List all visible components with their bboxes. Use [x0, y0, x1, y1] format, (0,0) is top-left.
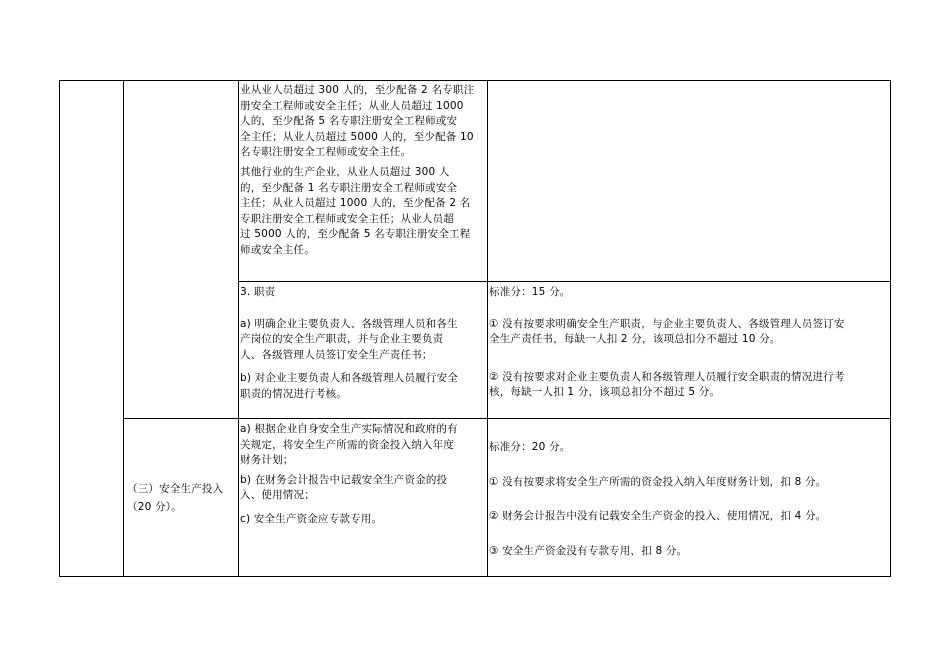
row3-criteria-cell	[240, 422, 458, 528]
table-top-border	[59, 80, 891, 81]
column-divider-3	[487, 80, 488, 577]
row2-item-a-line: 人、各级管理人员签订安全生产责任书；	[240, 348, 433, 361]
row2-rule1-line: ① 没有按要求明确安全生产职责，与企业主要负责人、各级管理人员签订安	[489, 317, 845, 330]
row1-criteria-line: 册安全工程师或安全主任；从业人员超过 1000	[240, 99, 464, 112]
row1-criteria2-line: 过 5000 人的，至少配备 5 名专职注册安全工程	[240, 228, 471, 241]
row2-item-b-line: 职责的情况进行考核。	[240, 387, 347, 400]
row1-criteria2-line: 专职注册安全工程师或安全主任；从业人员超	[240, 212, 454, 225]
row1-criteria2-line: 主任；从业人员超过 1000 人的，至少配备 2 名	[240, 197, 471, 210]
row3-category-line: （20 分）。	[127, 500, 182, 513]
row1-criteria-line: 人的，至少配备 5 名专职注册安全工程师或安	[240, 115, 458, 128]
row1-criteria2-line: 师或安全主任。	[240, 243, 315, 256]
row3-scoring-cell	[489, 440, 826, 559]
row2-item-a-line: a) 明确企业主要负责人、各级管理人员和各生	[240, 317, 458, 330]
row2-rule1-line: 全生产责任书，每缺一人扣 2 分，该项总扣分不超过 10 分。	[489, 333, 781, 346]
row1-criteria2-line: 其他行业的生产企业，从业人员超过 300 人	[240, 165, 450, 178]
row1-criteria-line: 业从业人员超过 300 人的，至少配备 2 名专职注	[240, 84, 475, 96]
column-divider-1	[123, 80, 124, 577]
row2-rule2-line: ② 没有按要求对企业主要负责人和各级管理人员履行安全职责的情况进行考	[489, 370, 845, 383]
row1-criteria-line: 全主任；从业人员超过 5000 人的，至少配备 10	[240, 130, 474, 143]
row2-title: 3. 职责	[240, 286, 276, 298]
row3-rule2: ② 财务会计报告中没有记载安全生产资金的投入、使用情况，扣 4 分。	[489, 510, 827, 523]
row-divider-1	[238, 281, 891, 282]
row3-item-b-line: b) 在财务会计报告中记载安全生产资金的投	[240, 473, 448, 486]
row3-item-a-line: 财务计划；	[240, 454, 294, 467]
table-right-border	[890, 80, 891, 577]
row3-item-b-line: 入、使用情况；	[240, 489, 315, 502]
row3-item-c: c) 安全生产资金应专款专用。	[240, 512, 383, 525]
column-divider-2	[238, 80, 239, 577]
table-left-border	[59, 80, 60, 577]
row3-category-cell	[127, 482, 223, 515]
row2-item-b-line: b) 对企业主要负责人和各级管理人员履行安全	[240, 372, 458, 385]
row3-item-a-line: 关规定，将安全生产所需的资金投入纳入年度	[240, 438, 454, 451]
row1-criteria-cell	[240, 83, 474, 259]
row2-item-a-line: 产岗位的安全生产职责，并与企业主要负责	[240, 333, 444, 346]
row3-category-line: （三）安全生产投入	[127, 483, 224, 495]
row2-rule2-line: 核，每缺一人扣 1 分，该项总扣分不超过 5 分。	[489, 386, 721, 399]
row2-standard-score: 标准分：15 分。	[489, 286, 571, 298]
row2-scoring-cell	[489, 285, 845, 401]
row3-rule3: ③ 安全生产资金没有专款专用，扣 8 分。	[489, 544, 688, 557]
row3-standard-score: 标准分：20 分。	[489, 441, 571, 453]
row3-rule1: ① 没有按要求将安全生产所需的资金投入纳入年度财务计划，扣 8 分。	[489, 475, 827, 488]
row1-criteria-line: 名专职注册安全工程师或安全主任。	[240, 146, 412, 159]
table-bottom-border	[59, 576, 891, 577]
row3-item-a-line: a) 根据企业自身安全生产实际情况和政府的有	[240, 423, 458, 435]
row1-criteria2-line: 的，至少配备 1 名专职注册安全工程师或安全	[240, 181, 458, 194]
row2-criteria-cell	[240, 285, 458, 403]
